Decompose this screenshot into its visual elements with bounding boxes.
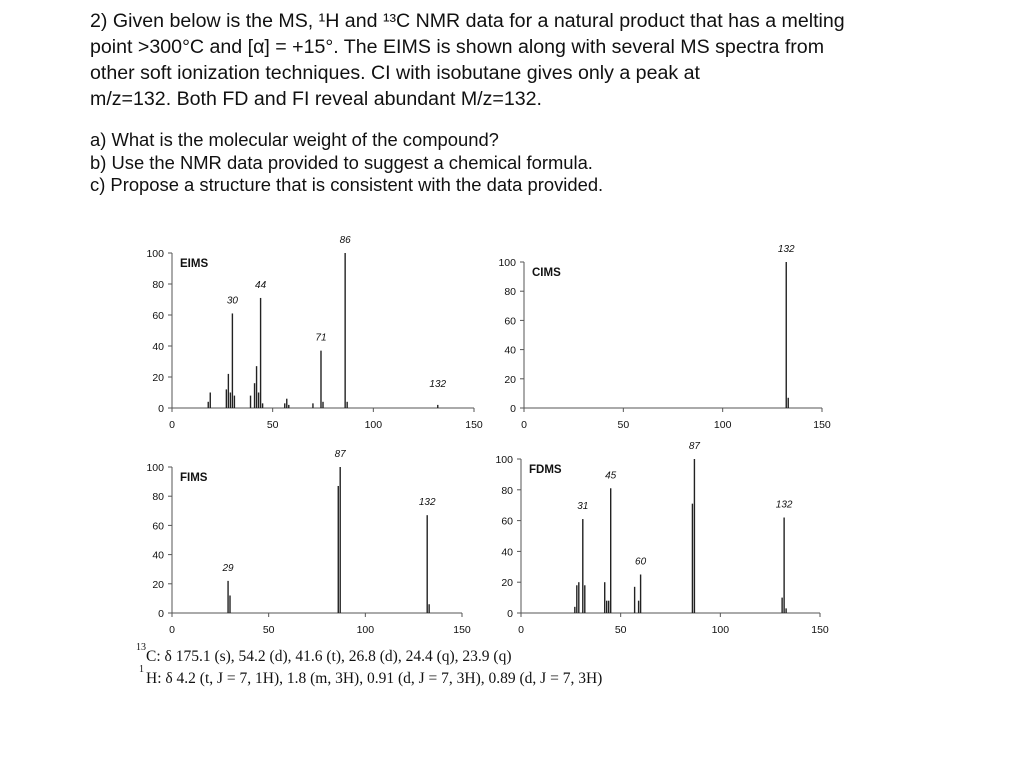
y-tick-label: 0 (510, 403, 516, 415)
y-tick-label: 60 (501, 515, 513, 528)
peak-label: 132 (418, 497, 436, 509)
x-tick-label: 50 (614, 624, 627, 636)
intro-line: m/z=132. Both FD and FI reveal abundant M/z=132. (90, 88, 543, 110)
h1-nmr-row (136, 664, 603, 692)
peak-label: 87 (688, 441, 700, 452)
c13-nmr-text: C: δ 175.1 (s), 54.2 (d), 41.6 (t), 26.8 (d), 24.4 (q), 23.9 (q) (146, 648, 512, 665)
chart-title: CIMS (532, 267, 561, 279)
peak-label: 71 (315, 332, 327, 344)
y-tick-label: 20 (152, 578, 164, 591)
x-tick-label: 100 (711, 624, 730, 636)
peak-label: 132 (429, 378, 447, 390)
peak-label: 132 (777, 244, 795, 255)
y-tick-label: 40 (504, 344, 516, 357)
x-tick-label: 100 (356, 624, 375, 636)
y-tick-label: 80 (152, 279, 164, 291)
y-tick-label: 60 (152, 310, 164, 322)
peak-label: 132 (775, 499, 793, 511)
x-tick-label: 150 (453, 624, 471, 636)
chart-title: FDMS (529, 464, 562, 476)
x-tick-label: 150 (465, 419, 483, 431)
x-tick-label: 50 (617, 419, 630, 431)
y-tick-label: 20 (501, 577, 513, 590)
part-a: a) What is the molecular weight of the compound? (90, 129, 499, 150)
y-tick-label: 0 (158, 608, 164, 620)
y-tick-label: 80 (504, 286, 516, 299)
chart-title: EIMS (180, 258, 209, 270)
x-tick-label: 50 (262, 624, 275, 636)
y-tick-label: 0 (158, 403, 164, 415)
part-c: c) Propose a structure that is consistent with the data provided. (90, 174, 604, 195)
intro-line: other soft ionization techniques. CI with isobutane gives only a peak at (90, 62, 700, 84)
x-tick-label: 0 (518, 624, 524, 636)
y-tick-label: 40 (152, 341, 164, 353)
x-tick-label: 100 (364, 419, 383, 431)
y-tick-label: 60 (152, 520, 164, 533)
intro-line: 2) Given below is the MS, ¹H and ¹³C NMR data for a natural product that has a melting (90, 10, 845, 32)
peak-label: 31 (577, 501, 589, 513)
y-tick-label: 40 (152, 549, 164, 562)
x-tick-label: 0 (169, 419, 175, 431)
x-tick-label: 150 (813, 419, 831, 431)
c13-nmr-row (136, 642, 602, 670)
chart-title: FIMS (180, 472, 208, 484)
peak-label: 29 (222, 562, 234, 574)
y-tick-label: 80 (152, 491, 164, 504)
x-tick-label: 150 (811, 624, 829, 636)
peak-label: 45 (605, 470, 617, 482)
y-tick-label: 20 (152, 372, 164, 384)
peak-label: 44 (255, 279, 267, 291)
intro-line: point >300°C and [α] = +15°. The EIMS is shown along with several MS spectra from (90, 36, 825, 58)
y-tick-label: 80 (501, 484, 513, 497)
c13-isotope: 13 (136, 642, 146, 653)
y-tick-label: 100 (498, 257, 516, 269)
peak-label: 87 (334, 449, 346, 460)
nmr-data (136, 642, 603, 692)
h1-isotope: 1 (139, 664, 144, 675)
x-tick-label: 0 (521, 419, 527, 431)
peak-label: 86 (339, 235, 351, 246)
y-tick-label: 100 (146, 248, 164, 260)
y-tick-label: 100 (495, 454, 513, 466)
y-tick-label: 60 (504, 315, 516, 328)
y-tick-label: 40 (501, 546, 513, 559)
x-tick-label: 100 (713, 419, 732, 431)
peak-label: 60 (635, 556, 647, 568)
x-tick-label: 50 (266, 419, 279, 431)
y-tick-label: 0 (507, 608, 513, 620)
peak-label: 30 (226, 295, 238, 307)
y-tick-label: 100 (146, 462, 164, 474)
h1-nmr-text: H: δ 4.2 (t, J = 7, 1H), 1.8 (m, 3H), 0.91 (d, J = 7, 3H), 0.89 (d, J = 7, 3H) (146, 670, 603, 687)
part-b: b) Use the NMR data provided to suggest a chemical formula. (90, 151, 593, 173)
y-tick-label: 20 (504, 373, 516, 386)
x-tick-label: 0 (169, 624, 175, 636)
